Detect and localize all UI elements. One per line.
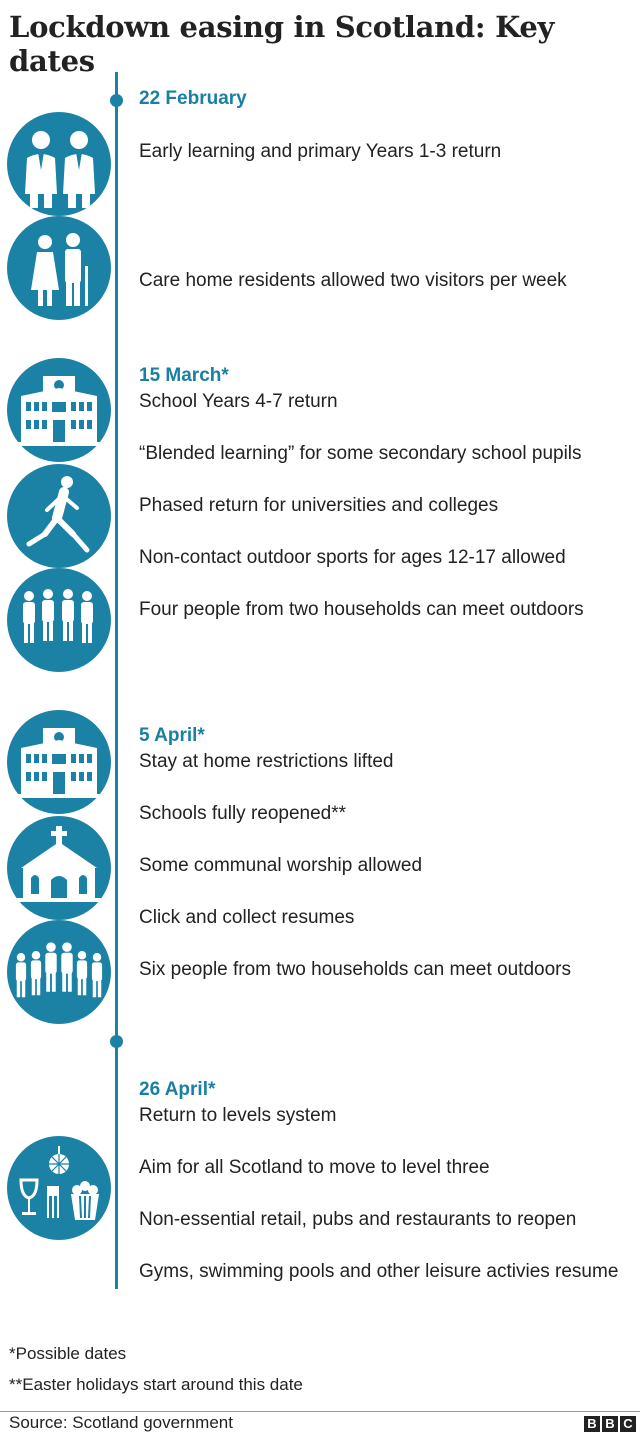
list-item: Early learning and primary Years 1-3 return: [139, 141, 502, 162]
date-heading: 22 February: [139, 88, 247, 109]
list-item: Non-contact outdoor sports for ages 12-17 allowed: [139, 547, 566, 568]
list-item: Phased return for universities and colleges: [139, 495, 499, 516]
footnote: **Easter holidays start around this date: [9, 1375, 303, 1394]
logo-letter: C: [620, 1416, 636, 1432]
logo-letter: B: [584, 1416, 600, 1432]
list-item: Some communal worship allowed: [139, 855, 423, 876]
list-item: Four people from two households can meet outdoors: [139, 599, 584, 620]
list-item: Gyms, swimming pools and other leisure activies resume: [139, 1261, 619, 1282]
footer-divider: [0, 1411, 640, 1412]
school-building-icon: [7, 710, 111, 814]
source-credit: Source: Scotland government: [9, 1413, 233, 1432]
bbc-logo: [584, 1416, 636, 1432]
runner-icon: [7, 464, 111, 568]
date-heading: 5 April*: [139, 725, 205, 746]
list-item: Schools fully reopened**: [139, 803, 347, 824]
timeline-dot-4: [110, 1035, 123, 1048]
timeline-dot-1: [110, 94, 123, 107]
timeline-line: [115, 72, 118, 1289]
church-icon: [7, 816, 111, 920]
list-item: Stay at home restrictions lifted: [139, 751, 394, 772]
list-item: Six people from two households can meet outdoors: [139, 959, 571, 980]
four-people-icon: [7, 568, 111, 672]
school-pupils-icon: [7, 112, 111, 216]
list-item: Click and collect resumes: [139, 907, 355, 928]
date-heading: 26 April*: [139, 1079, 216, 1100]
list-item: Aim for all Scotland to move to level three: [139, 1157, 490, 1178]
school-building-icon: [7, 358, 111, 462]
logo-letter: B: [602, 1416, 618, 1432]
leisure-icon: [7, 1136, 111, 1240]
page-title: Lockdown easing in Scotland: Key dates: [9, 10, 555, 78]
footnote: *Possible dates: [9, 1344, 127, 1363]
list-item: Non-essential retail, pubs and restaurants to reopen: [139, 1209, 577, 1230]
list-item: Care home residents allowed two visitors per week: [139, 270, 567, 291]
elderly-couple-icon: [7, 216, 111, 320]
list-item: “Blended learning” for some secondary school pupils: [139, 443, 582, 464]
date-heading: 15 March*: [139, 365, 229, 386]
list-item: School Years 4-7 return: [139, 391, 338, 412]
list-item: Return to levels system: [139, 1105, 337, 1126]
six-people-icon: [7, 920, 111, 1024]
